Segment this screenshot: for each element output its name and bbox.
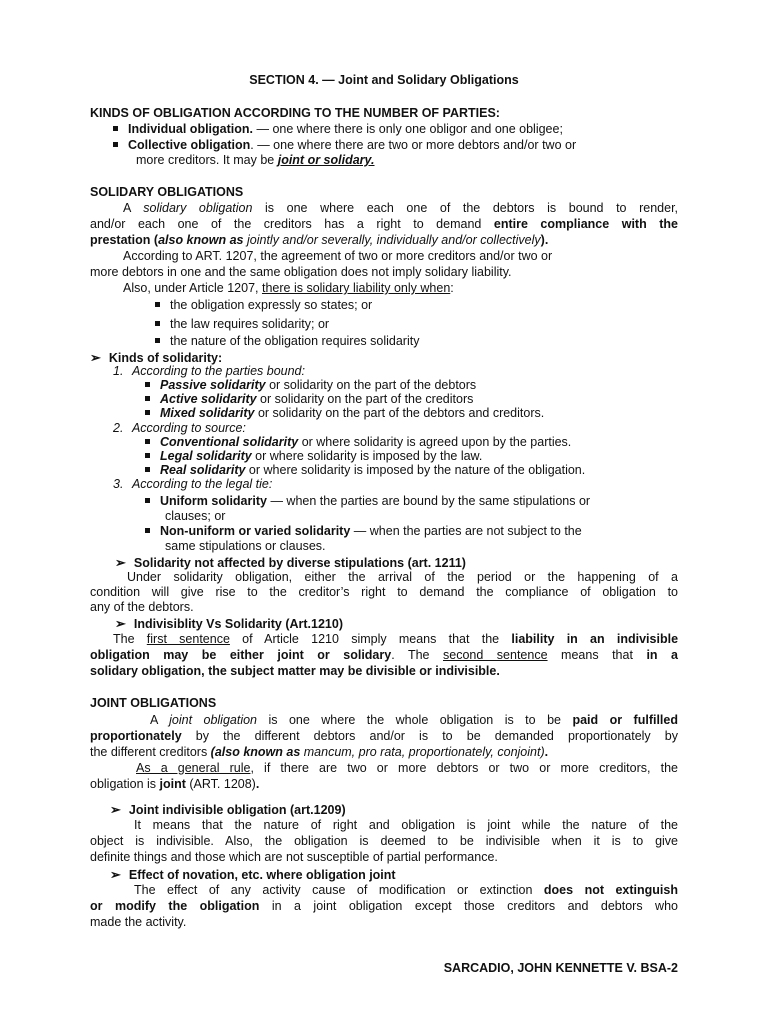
bullet-icon [145, 467, 150, 472]
bullet-icon [155, 302, 160, 307]
bullet-icon [145, 410, 150, 415]
list-item: Passive solidarity or solidarity on the part of the debtors [145, 378, 678, 393]
bullet-icon [145, 439, 150, 444]
paragraph-line: prestation (also known as jointly and/or severally, individually and/or collectively). [90, 233, 549, 247]
paragraph-line: more debtors in one and the same obligation does not imply solidary liability. [90, 265, 512, 279]
paragraph-line: made the activity. [90, 915, 187, 929]
paragraph-line: The first sentence of Article 1210 simply means that the liability in an indivisible [113, 632, 679, 646]
paragraph-line: object is indivisible. Also, the obligation is deemed to be indivisible when it is to give [90, 834, 678, 848]
bullet-icon [145, 528, 150, 533]
subheading: ➢ Joint indivisible obligation (art.1209) [110, 802, 346, 817]
paragraph-line: According to ART. 1207, the agreement of two or more creditors and/or two or [123, 249, 553, 263]
arrow-bullet-icon: ➢ [115, 555, 126, 570]
bullet-icon [145, 453, 150, 458]
list-item: Collective obligation. — one where there are two or more debtors and/or two or [113, 138, 678, 153]
list-item-continuation: more creditors. It may be joint or solidary. [136, 153, 375, 167]
subheading: ➢ Effect of novation, etc. where obligation joint [110, 867, 396, 882]
solidary-heading: SOLIDARY OBLIGATIONS [90, 185, 244, 199]
arrow-bullet-icon: ➢ [115, 616, 126, 631]
paragraph-line: and/or each one of the creditors has a right to demand entire compliance with the [90, 217, 678, 231]
paragraph-line: proportionately by the different debtors and/or is to be demanded proportionately by [90, 729, 678, 743]
paragraph-line: It means that the nature of right and obligation is joint while the nature of the [134, 818, 678, 832]
kinds-heading: KINDS OF OBLIGATION ACCORDING TO THE NUMBER OF PARTIES: [90, 106, 500, 120]
paragraph-line: As a general rule, if there are two or more debtors or two or more creditors, the [136, 761, 678, 775]
bullet-icon [155, 321, 160, 326]
bullet-icon [145, 396, 150, 401]
paragraph-line: condition will give rise to the creditor’s right to demand the compliance of obligation to [90, 585, 678, 599]
paragraph-line: A solidary obligation is one where each one of the debtors is bound to render, [123, 201, 679, 215]
bullet-icon [113, 126, 118, 131]
paragraph-line: or modify the obligation in a joint obligation except those creditors and debtors who [90, 899, 678, 913]
list-item: the nature of the obligation requires solidarity [155, 334, 678, 349]
numbered-item: 2. According to source: [113, 421, 246, 435]
list-item: the law requires solidarity; or [155, 317, 678, 332]
arrow-bullet-icon: ➢ [110, 802, 121, 817]
paragraph-line: Under solidarity obligation, either the arrival of the period or the happening of a [127, 570, 678, 584]
bullet-icon [113, 142, 118, 147]
arrow-bullet-icon: ➢ [110, 867, 121, 882]
kinds-solidarity-heading: ➢ Kinds of solidarity: [90, 350, 223, 365]
bullet-icon [145, 498, 150, 503]
arrow-bullet-icon: ➢ [90, 350, 101, 365]
paragraph-line: The effect of any activity cause of modification or extinction does not extinguish [134, 883, 678, 897]
bullet-icon [145, 382, 150, 387]
paragraph-line: obligation may be either joint or solidary. The second sentence means that in a [90, 648, 679, 662]
numbered-item: 3. According to the legal tie: [113, 477, 273, 491]
paragraph-line: the different creditors (also known as mancum, pro rata, proportionately, conjoint). [90, 745, 549, 759]
paragraph-line: Also, under Article 1207, there is solidary liability only when: [123, 281, 454, 295]
paragraph-line: obligation is joint (ART. 1208). [90, 777, 260, 791]
paragraph-line: A joint obligation is one where the whole obligation is to be paid or fulfilled [150, 713, 678, 727]
bullet-icon [155, 338, 160, 343]
subheading: ➢ Indivisiblity Vs Solidarity (Art.1210) [115, 616, 343, 631]
list-item: Active solidarity or solidarity on the part of the creditors [145, 392, 678, 407]
list-item: Individual obligation. — one where there is only one obligor and one obligee; [113, 122, 678, 137]
list-item: Non-uniform or varied solidarity — when the parties are not subject to the [145, 524, 678, 539]
page-title: SECTION 4. — Joint and Solidary Obligations [249, 73, 519, 87]
list-item: Uniform solidarity — when the parties are bound by the same stipulations or [145, 494, 678, 509]
list-item: Mixed solidarity or solidarity on the part of the debtors and creditors. [145, 406, 678, 421]
subheading: ➢ Solidarity not affected by diverse stipulations (art. 1211) [115, 555, 466, 570]
list-item-continuation: clauses; or [165, 509, 226, 523]
joint-heading: JOINT OBLIGATIONS [90, 696, 217, 710]
paragraph-line: solidary obligation, the subject matter may be divisible or indivisible. [90, 664, 500, 678]
paragraph-line: definite things and those which are not susceptible of partial performance. [90, 850, 498, 864]
author-footer: SARCADIO, JOHN KENNETTE V. BSA-2 [443, 961, 678, 975]
list-item: Conventional solidarity or where solidarity is agreed upon by the parties. [145, 435, 678, 450]
list-item: Real solidarity or where solidarity is imposed by the nature of the obligation. [145, 463, 678, 478]
paragraph-line: any of the debtors. [90, 600, 194, 614]
list-item: Legal solidarity or where solidarity is imposed by the law. [145, 449, 678, 464]
numbered-item: 1. According to the parties bound: [113, 364, 305, 378]
list-item: the obligation expressly so states; or [155, 298, 678, 313]
list-item-continuation: same stipulations or clauses. [165, 539, 326, 553]
